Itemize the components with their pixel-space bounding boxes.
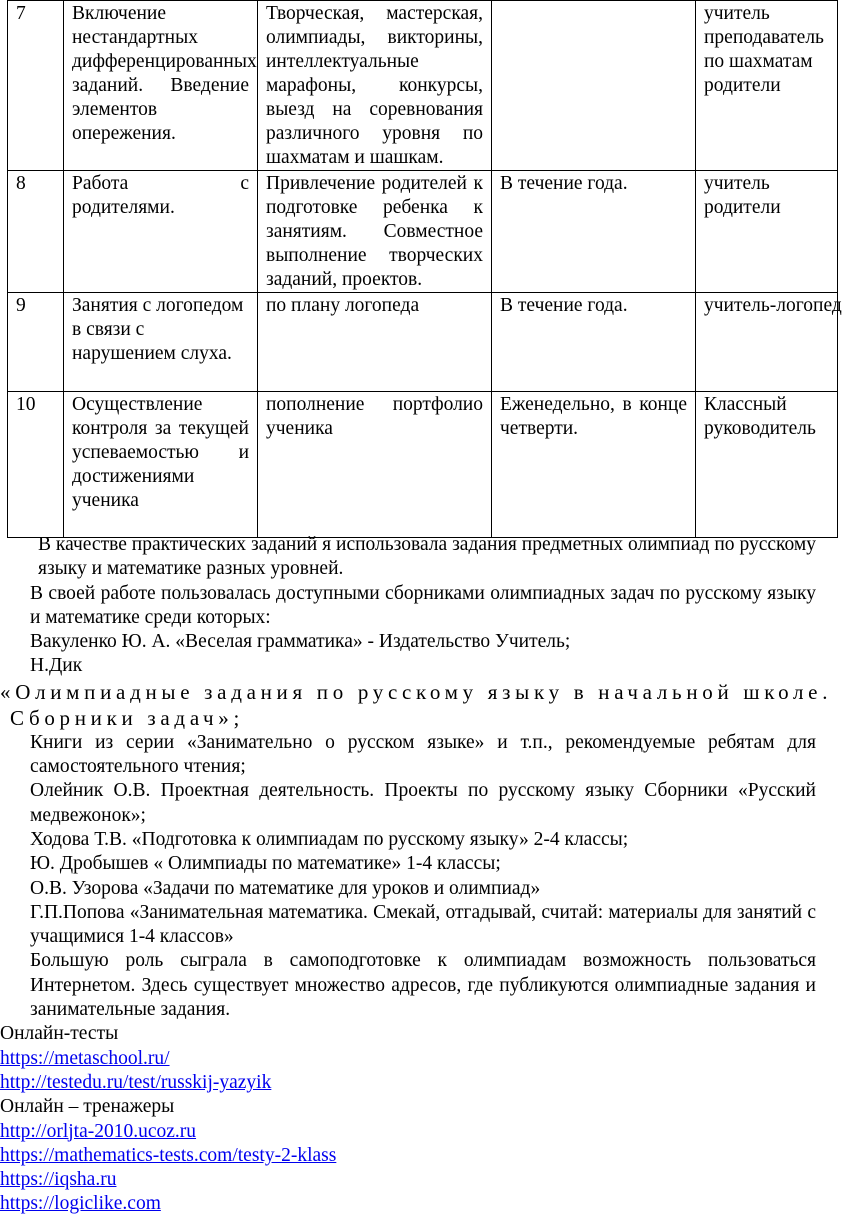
forms-cell: по плану логопеда (258, 293, 492, 392)
link-testedu[interactable]: http://testedu.ru/test/russkij-yazyik (0, 1071, 272, 1093)
activity-cell: Занятия с логопедом в связи с нарушением слуха. (64, 293, 258, 392)
timing-cell: Еженедельно, в конце четверти. (492, 392, 696, 538)
timing-cell (492, 1, 696, 171)
responsible-cell: учитель-логопед (696, 293, 838, 392)
paragraph-khodova: Ходова Т.В. «Подготовка к олимпиадам по русскому языку» 2-4 классы; (30, 828, 629, 850)
timing-cell: В течение года. (492, 171, 696, 293)
activity-cell: Работа с родителями. (64, 171, 258, 293)
activity-cell: Осуществление контроля за текущей успеваемостью и достижениями ученика (64, 392, 258, 538)
plan-table (7, 0, 842, 538)
link-metaschool[interactable]: https://metaschool.ru/ (0, 1047, 170, 1069)
paragraph-uzorova: О.В. Узорова «Задачи по математике для уроков и олимпиад» (30, 877, 541, 899)
paragraph-internet: Большую роль сыграла в самоподготовке к олимпиадам возможность пользоваться Интернетом. Здесь существует множество адресов, где публикуются олимпиадные задания и занимательные задания. (30, 950, 816, 1021)
table-row (8, 1, 838, 171)
paragraph-drobyshev: Ю. Дробышев « Олимпиады по математике» 1-4 классы; (30, 853, 501, 875)
paragraph-olympiad-title: «Олимпиадные задания по русскому языку в начальной школе. (0, 679, 833, 704)
responsible-cell: учитель родители (696, 171, 838, 293)
resources-list (0, 1022, 816, 1216)
tests-heading: Онлайн-тесты (0, 1023, 119, 1045)
paragraph-practical-tasks: В качестве практических заданий я использовала задания предметных олимпиад по русскому языку и математике разных уровней. (38, 534, 816, 580)
paragraph-popova: Г.П.Попова «Занимательная математика. Смекай, отгадывай, считай: материалы для занятий с учащимися 1-4 классов» (30, 901, 816, 948)
link-logiclike[interactable]: https://logiclike.com (0, 1193, 161, 1215)
forms-cell: Творческая, мастерская, олимпиады, викторины, интеллектуальные марафоны, конкурсы, выезд на соревнования различного уровня по шахматам и шашкам. (258, 1, 492, 171)
paragraph-vakulenko: Вакуленко Ю. А. «Веселая грамматика» - Издательство Учитель; (30, 631, 571, 653)
forms-cell: Привлечение родителей к подготовке ребенка к занятиям. Совместное выполнение творческих заданий, проектов. (258, 171, 492, 293)
link-mathematics-tests[interactable]: https://mathematics-tests.com/testy-2-klass (0, 1144, 337, 1166)
row-number: 7 (8, 1, 64, 171)
forms-cell: пополнение портфолио ученика (258, 392, 492, 538)
paragraph-series: Книги из серии «Занимательно о русском языке» и т.п., рекомендуемые ребятам для самостоятельного чтения; (30, 731, 816, 778)
paragraph-dik: Н.Дик (30, 655, 83, 677)
table-row (8, 293, 838, 392)
document-body (0, 533, 833, 1217)
responsible-cell: учитель преподаватель по шахматам родители (696, 1, 838, 171)
row-number: 8 (8, 171, 64, 293)
link-orljta[interactable]: http://orljta-2010.ucoz.ru (0, 1120, 197, 1142)
trainers-heading: Онлайн – тренажеры (0, 1096, 175, 1118)
responsible-cell: Классный руководитель (696, 392, 838, 538)
link-iqsha[interactable]: https://iqsha.ru (0, 1169, 117, 1191)
row-number: 10 (8, 392, 64, 538)
paragraph-oleynik: Олейник О.В. Проектная деятельность. Проекты по русскому языку Сборники «Русский медвежонок»; (30, 780, 816, 826)
timing-cell: В течение года. (492, 293, 696, 392)
activity-cell: Включение нестандартных дифференцированных заданий. Введение элементов опережения. (64, 1, 258, 171)
row-number: 9 (8, 293, 64, 392)
table-row (8, 392, 838, 538)
paragraph-collections: В своей работе пользовалась доступными сборниками олимпиадных задач по русскому языку и математике среди которых: (30, 582, 816, 628)
table-row (8, 171, 838, 293)
paragraph-olympiad-subtitle: Сборники задач»; (10, 705, 244, 730)
